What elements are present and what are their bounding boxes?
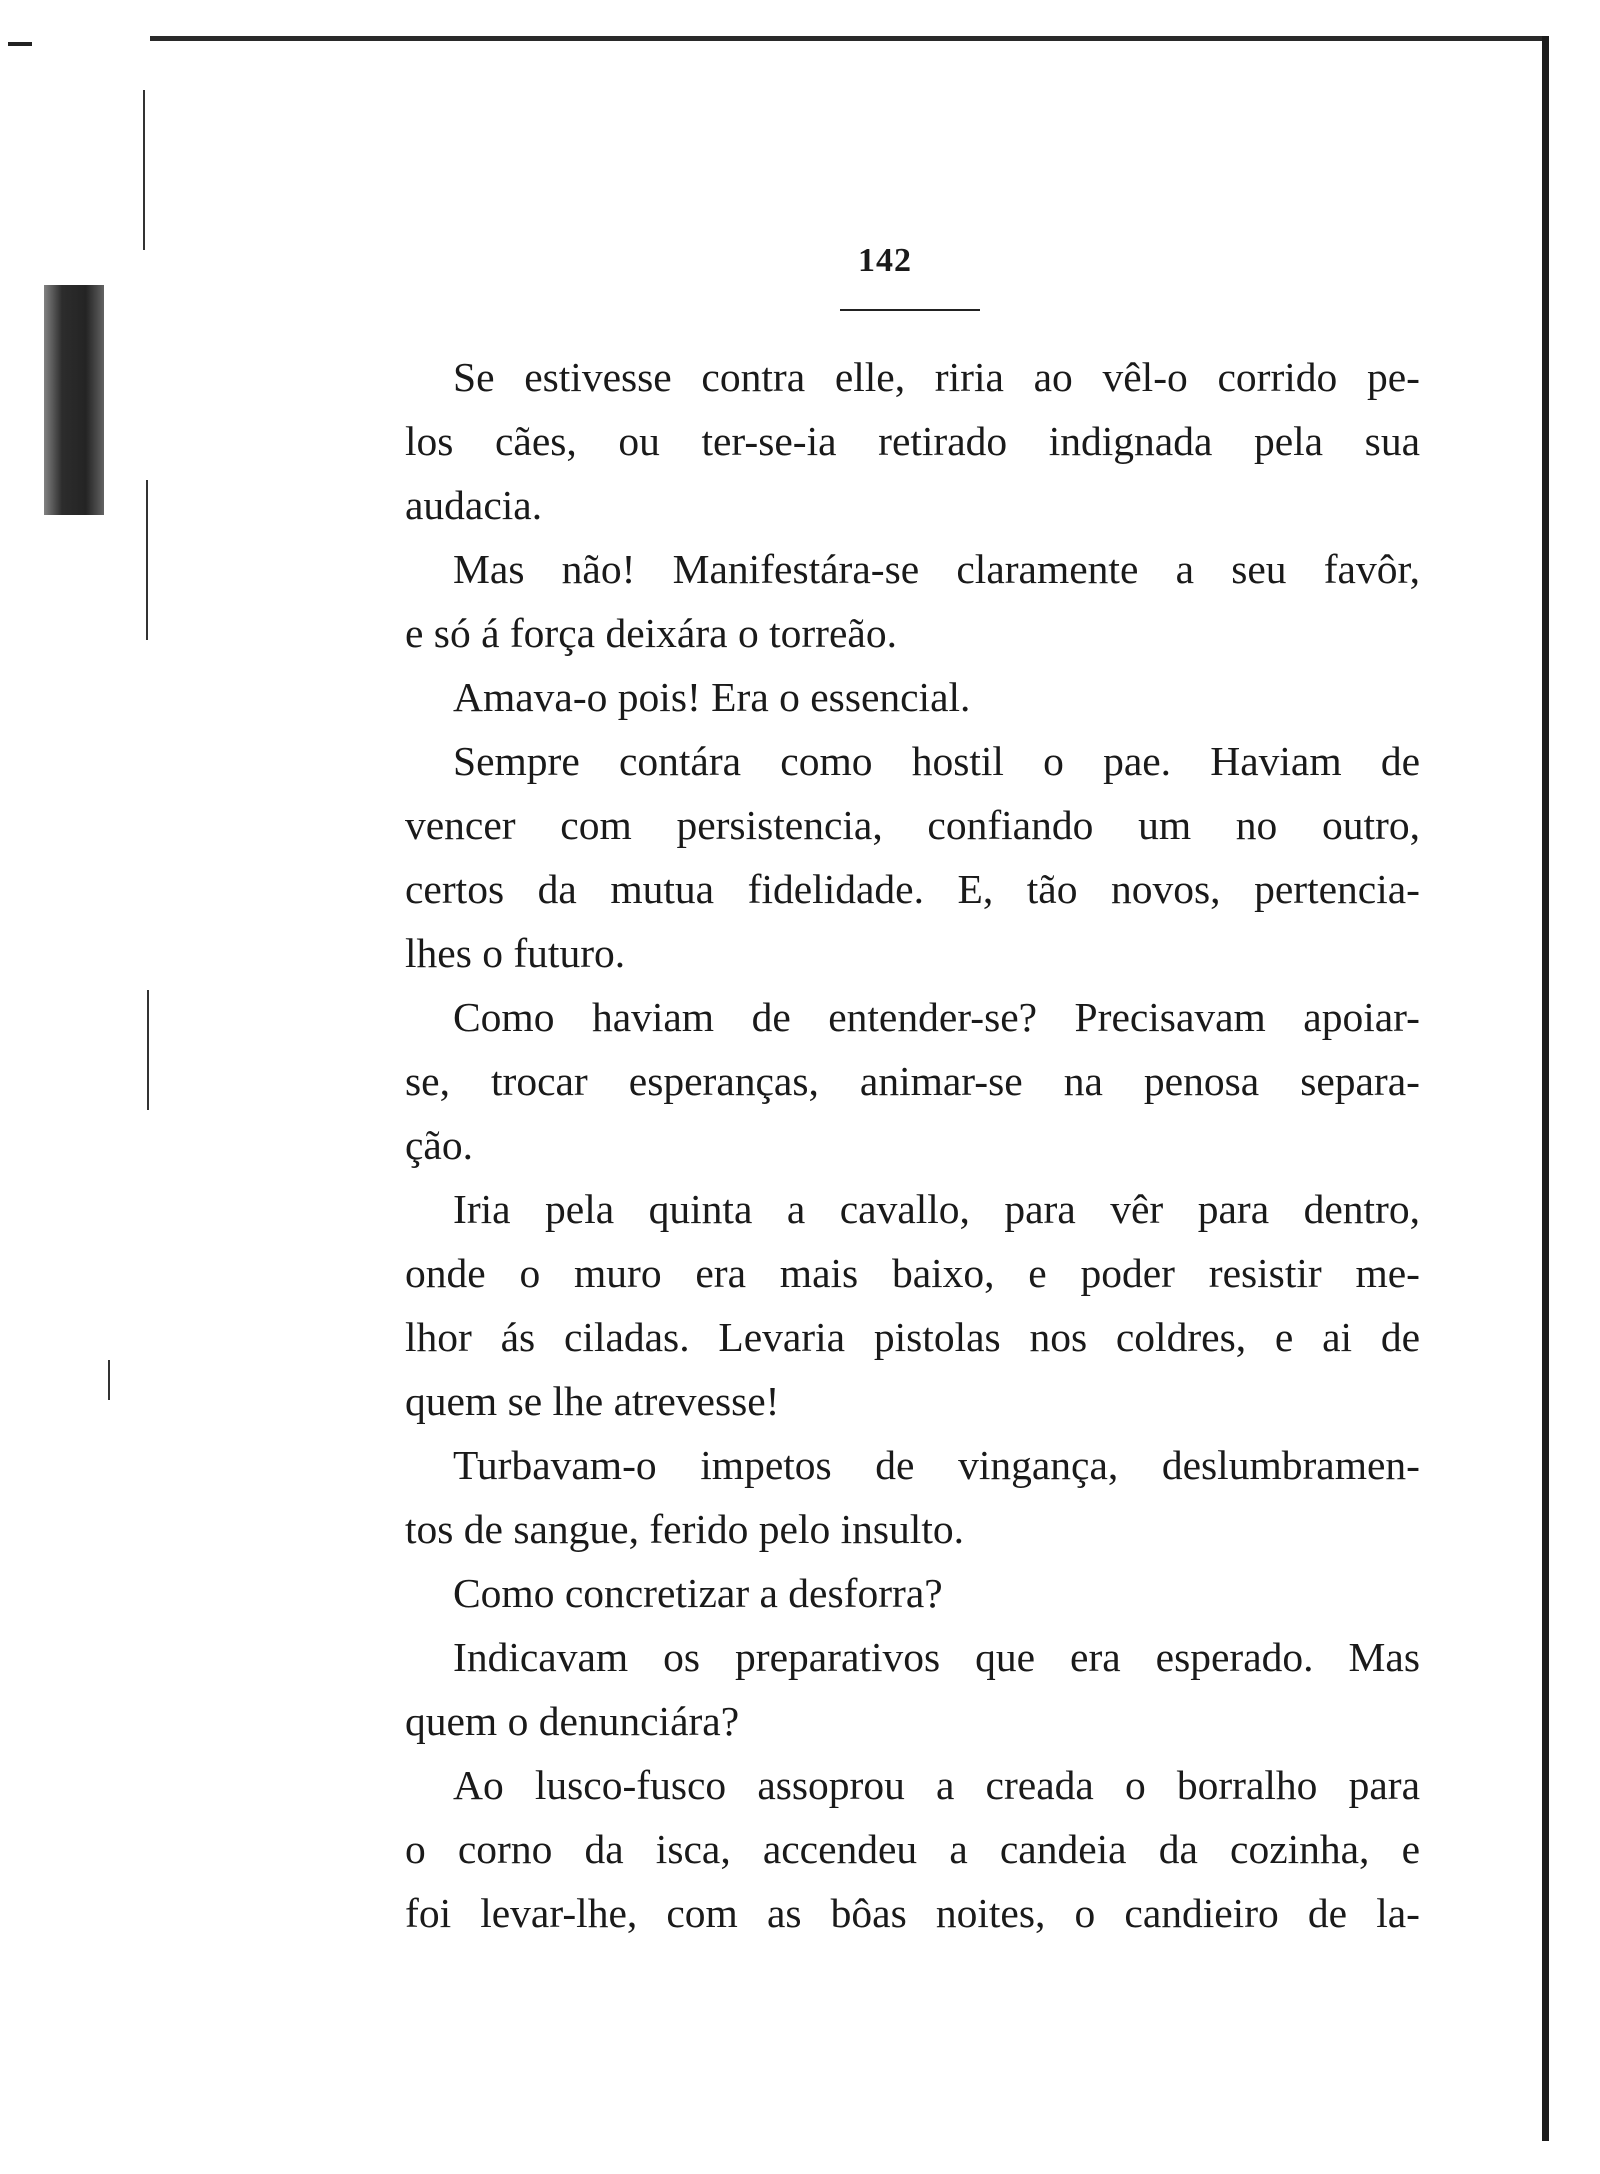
gutter-mark — [143, 90, 145, 250]
text-line: Turbavam-o impetos de vingança, deslumbramen- — [453, 1442, 1420, 1488]
text-line: quem o denunciára? — [405, 1698, 740, 1744]
page-top-edge — [150, 36, 1545, 41]
text-line: los cães, ou ter-se-ia retirado indignada pela sua — [405, 418, 1420, 464]
scan-binding-shadow — [44, 285, 104, 515]
scan-corner-mark — [8, 42, 32, 46]
text-line: onde o muro era mais baixo, e poder resistir me- — [405, 1250, 1420, 1296]
body-text — [405, 345, 1420, 1945]
gutter-mark — [146, 480, 148, 640]
gutter-mark — [147, 990, 149, 1110]
text-line: Como haviam de entender-se? Precisavam apoiar- — [453, 994, 1420, 1040]
text-line: vencer com persistencia, confiando um no outro, — [405, 802, 1420, 848]
text-line: o corno da isca, accendeu a candeia da cozinha, e — [405, 1826, 1420, 1872]
text-line: Mas não! Manifestára-se claramente a seu favôr, — [453, 546, 1420, 592]
text-line: Indicavam os preparativos que era esperado. Mas — [453, 1634, 1420, 1680]
text-line: lhes o futuro. — [405, 930, 626, 976]
page-number-rule — [840, 309, 980, 311]
page-right-edge — [1542, 36, 1549, 2141]
text-line: lhor ás ciladas. Levaria pistolas nos coldres, e ai de — [405, 1314, 1420, 1360]
text-line: Ao lusco-fusco assoprou a creada o borralho para — [453, 1762, 1420, 1808]
text-line: Iria pela quinta a cavallo, para vêr para dentro, — [453, 1186, 1420, 1232]
page-number: 142 — [858, 242, 912, 279]
text-line: Se estivesse contra elle, riria ao vêl-o corrido pe- — [453, 354, 1420, 400]
text-line: se, trocar esperanças, animar-se na penosa separa- — [405, 1058, 1420, 1104]
text-line: foi levar-lhe, com as bôas noites, o candieiro de la- — [405, 1890, 1420, 1936]
text-line: tos de sangue, ferido pelo insulto. — [405, 1506, 964, 1552]
text-line: e só á força deixára o torreão. — [405, 610, 897, 656]
text-line: Sempre contára como hostil o pae. Haviam de — [453, 738, 1420, 784]
text-line: Amava-o pois! Era o essencial. — [453, 674, 971, 720]
text-line: Como concretizar a desforra? — [453, 1570, 943, 1616]
text-line: audacia. — [405, 482, 543, 528]
text-line: ção. — [405, 1122, 473, 1168]
gutter-mark — [108, 1360, 110, 1400]
text-line: quem se lhe atrevesse! — [405, 1378, 780, 1424]
text-line: certos da mutua fidelidade. E, tão novos, pertencia- — [405, 866, 1420, 912]
